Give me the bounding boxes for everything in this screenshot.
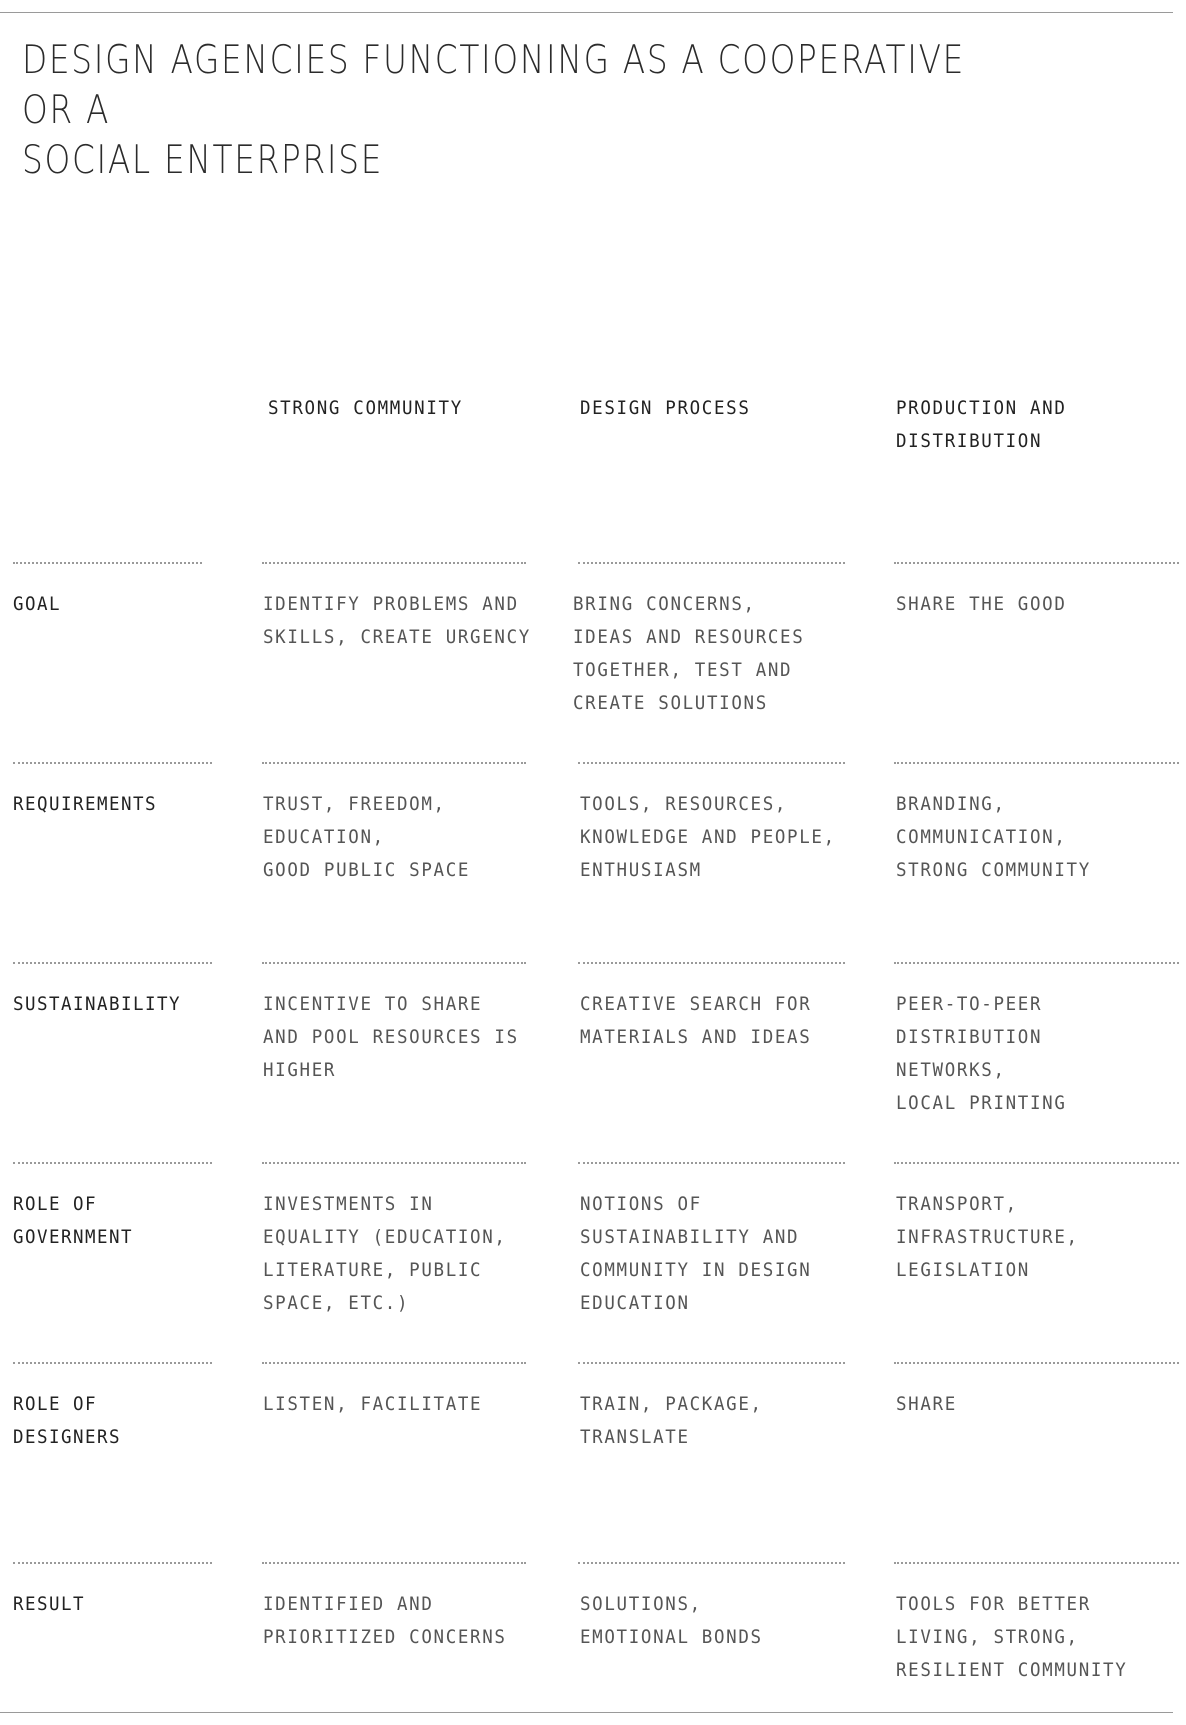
page-title: DESIGN AGENCIES FUNCTIONING AS A COOPERATIVE OR A SOCIAL ENTERPRISE bbox=[22, 38, 966, 183]
row-divider bbox=[578, 1562, 845, 1564]
cell-requirements-design-process: TOOLS, RESOURCES, KNOWLEDGE AND PEOPLE, ENTHUSIASM bbox=[580, 793, 836, 881]
row-label-role-of-government: ROLE OF GOVERNMENT bbox=[13, 1193, 133, 1248]
cell-result-design-process: SOLUTIONS, EMOTIONAL BONDS bbox=[580, 1593, 763, 1648]
column-header-production-distribution: PRODUCTION AND DISTRIBUTION bbox=[896, 397, 1067, 452]
row-divider bbox=[894, 1562, 1179, 1564]
cell-goal-production-distribution: SHARE THE GOOD bbox=[896, 593, 1067, 615]
row-divider bbox=[262, 1162, 526, 1164]
row-divider bbox=[13, 562, 202, 564]
row-divider bbox=[894, 762, 1179, 764]
row-divider bbox=[578, 762, 845, 764]
cell-government-strong-community: INVESTMENTS IN EQUALITY (EDUCATION, LITERATURE, PUBLIC SPACE, ETC.) bbox=[263, 1193, 507, 1314]
cell-requirements-production-distribution: BRANDING, COMMUNICATION, STRONG COMMUNITY bbox=[896, 793, 1091, 881]
column-header-design-process: DESIGN PROCESS bbox=[580, 397, 751, 419]
row-divider bbox=[262, 562, 526, 564]
row-label-result: RESULT bbox=[13, 1593, 85, 1615]
cell-government-design-process: NOTIONS OF SUSTAINABILITY AND COMMUNITY IN DESIGN EDUCATION bbox=[580, 1193, 812, 1314]
row-label-sustainability: SUSTAINABILITY bbox=[13, 993, 181, 1015]
column-header-strong-community: STRONG COMMUNITY bbox=[268, 397, 463, 419]
row-label-goal: GOAL bbox=[13, 593, 61, 615]
row-divider bbox=[894, 562, 1179, 564]
row-divider bbox=[262, 1362, 526, 1364]
row-divider bbox=[578, 962, 845, 964]
row-divider bbox=[262, 962, 526, 964]
cell-goal-strong-community: IDENTIFY PROBLEMS AND SKILLS, CREATE URGENCY bbox=[263, 593, 531, 648]
row-label-role-of-designers: ROLE OF DESIGNERS bbox=[13, 1393, 121, 1448]
row-divider bbox=[13, 762, 212, 764]
row-divider bbox=[578, 1162, 845, 1164]
row-divider bbox=[13, 962, 212, 964]
cell-requirements-strong-community: TRUST, FREEDOM, EDUCATION, GOOD PUBLIC SPACE bbox=[263, 793, 471, 881]
row-divider bbox=[578, 1362, 845, 1364]
cell-designers-strong-community: LISTEN, FACILITATE bbox=[263, 1393, 483, 1415]
row-divider bbox=[894, 1362, 1179, 1364]
cell-sustainability-strong-community: INCENTIVE TO SHARE AND POOL RESOURCES IS HIGHER bbox=[263, 993, 519, 1081]
cell-result-strong-community: IDENTIFIED AND PRIORITIZED CONCERNS bbox=[263, 1593, 507, 1648]
row-divider bbox=[578, 562, 845, 564]
row-divider bbox=[13, 1562, 212, 1564]
row-divider bbox=[894, 962, 1179, 964]
row-divider bbox=[894, 1162, 1179, 1164]
row-label-requirements: REQUIREMENTS bbox=[13, 793, 157, 815]
cell-result-production-distribution: TOOLS FOR BETTER LIVING, STRONG, RESILIENT COMMUNITY bbox=[896, 1593, 1128, 1681]
cell-sustainability-production-distribution: PEER-TO-PEER DISTRIBUTION NETWORKS, LOCAL PRINTING bbox=[896, 993, 1067, 1114]
row-divider bbox=[262, 762, 526, 764]
cell-government-production-distribution: TRANSPORT, INFRASTRUCTURE, LEGISLATION bbox=[896, 1193, 1079, 1281]
row-divider bbox=[13, 1362, 212, 1364]
cell-designers-production-distribution: SHARE bbox=[896, 1393, 957, 1415]
top-rule bbox=[0, 12, 1173, 13]
bottom-rule bbox=[0, 1712, 1173, 1713]
cell-goal-design-process: BRING CONCERNS, IDEAS AND RESOURCES TOGETHER, TEST AND CREATE SOLUTIONS bbox=[573, 593, 805, 714]
row-divider bbox=[13, 1162, 212, 1164]
cell-designers-design-process: TRAIN, PACKAGE, TRANSLATE bbox=[580, 1393, 763, 1448]
row-divider bbox=[262, 1562, 526, 1564]
cell-sustainability-design-process: CREATIVE SEARCH FOR MATERIALS AND IDEAS bbox=[580, 993, 812, 1048]
